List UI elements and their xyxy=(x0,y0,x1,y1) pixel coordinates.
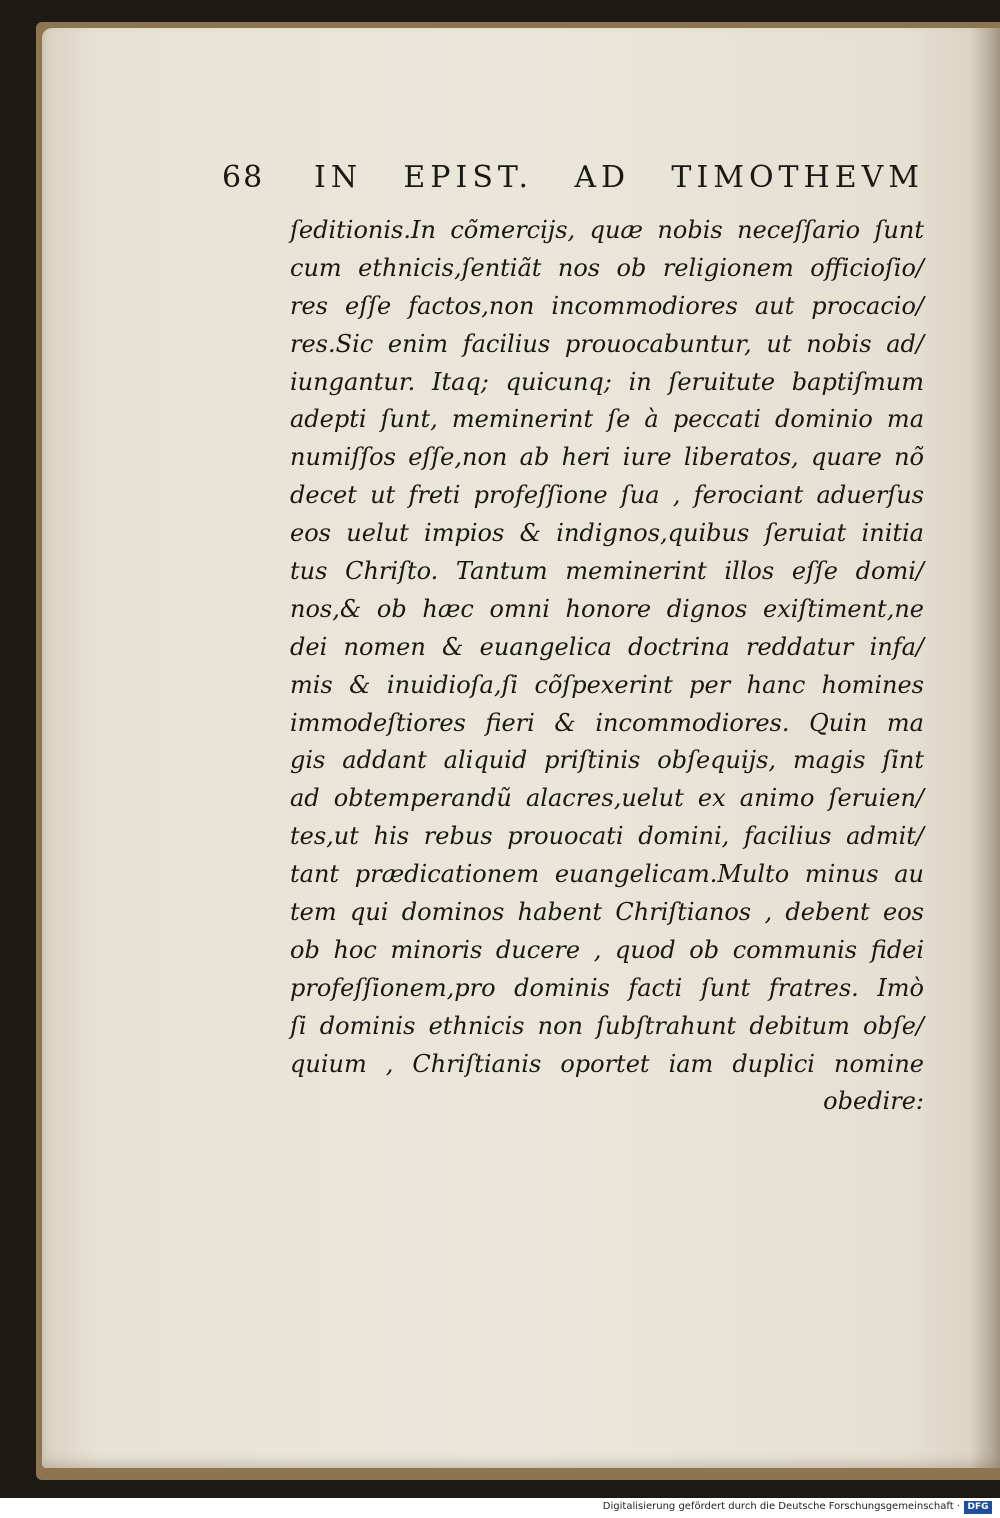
text-line: tus Chriſto. Tantum meminerint illos eſſe domi/ xyxy=(290,557,924,586)
text-line: res eſſe factos,non incommodiores aut procacio/ xyxy=(290,291,924,320)
text-line: immodeſtiores fieri & incommodiores. Quin ma xyxy=(290,708,924,737)
body-text xyxy=(290,212,924,1121)
page-header xyxy=(222,160,932,200)
text-line: profeſſionem,pro dominis facti ſunt fratres. Imò xyxy=(290,973,924,1002)
text-line: tant prædicationem euangelicam.Multo minus au xyxy=(290,860,924,889)
dfg-logo: DFG xyxy=(964,1501,992,1514)
text-line: mis & inuidioſa,ſi cõſpexerint per hanc homines xyxy=(290,670,924,699)
text-line: decet ut freti profeſſione ſua , ferociant aduerſus xyxy=(290,481,924,510)
text-line: cum ethnicis,ſentiãt nos ob religionem officioſio/ xyxy=(290,253,924,282)
running-head: IN EPIST. AD TIMOTHEVM xyxy=(314,160,924,195)
text-line: ſi dominis ethnicis non ſubſtrahunt debitum obſe/ xyxy=(290,1011,924,1040)
funding-credit: Digitalisierung gefördert durch die Deutsche Forschungsgemeinschaft · xyxy=(602,1501,960,1512)
text-line: nos,& ob hæc omni honore dignos exiſtiment,ne xyxy=(290,594,924,623)
text-line: ob hoc minoris ducere , quod ob communis fidei xyxy=(290,935,924,964)
text-line: quium , Chriſtianis oportet iam duplici nomine xyxy=(290,1049,924,1078)
text-line: ad obtemperandũ alacres,uelut ex animo ſeruien/ xyxy=(290,784,924,813)
text-line: iungantur. Itaq; quicunq; in ſeruitute baptiſmum xyxy=(290,367,924,396)
text-line: numiſſos eſſe,non ab heri iure liberatos, quare nõ xyxy=(290,443,924,472)
page-number: 68 xyxy=(222,160,265,195)
text-line: eos uelut impios & indignos,quibus ſeruiat initia xyxy=(290,519,924,548)
footer-bar xyxy=(0,1498,1000,1518)
text-line: ſeditionis.In cõmercijs, quæ nobis neceſſario ſunt xyxy=(290,216,924,244)
text-line: gis addant aliquid priſtinis obſequijs, magis ſint xyxy=(290,746,924,775)
text-line: tem qui dominos habent Chriſtianos , debent eos xyxy=(290,898,924,927)
text-line: res.Sic enim facilius prouocabuntur, ut nobis ad/ xyxy=(290,329,924,358)
text-line: adepti ſunt, meminerint ſe à peccati dominio ma xyxy=(290,405,924,434)
text-line: dei nomen & euangelica doctrina reddatur infa/ xyxy=(290,632,924,661)
spine-shadow xyxy=(970,28,1000,1468)
catchword: obedire: xyxy=(823,1087,924,1116)
text-line: tes,ut his rebus prouocati domini, facilius admit/ xyxy=(290,822,924,851)
